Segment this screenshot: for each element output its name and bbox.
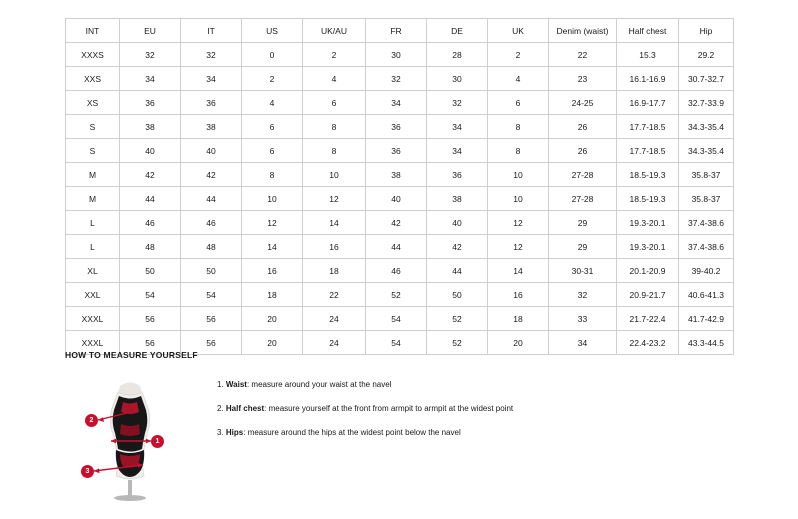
cell-uk-au: 4 (303, 67, 366, 91)
cell-fr: 40 (366, 187, 427, 211)
cell-eu: 48 (120, 235, 181, 259)
cell-half-chest: 17.7-18.5 (617, 115, 679, 139)
cell-uk: 14 (488, 259, 549, 283)
table-body (66, 43, 734, 355)
cell-us: 0 (242, 43, 303, 67)
cell-fr: 36 (366, 139, 427, 163)
cell-us: 2 (242, 67, 303, 91)
cell-hip: 39-40.2 (679, 259, 734, 283)
cell-denim-waist: 32 (549, 283, 617, 307)
measure-badge-2: 2 (85, 414, 98, 427)
cell-uk-au: 8 (303, 115, 366, 139)
cell-it: 32 (181, 43, 242, 67)
cell-hip: 41.7-42.9 (679, 307, 734, 331)
column-header-int: INT (66, 19, 120, 43)
size-chart-table (65, 18, 734, 355)
cell-us: 14 (242, 235, 303, 259)
table-header-row (66, 19, 734, 43)
cell-fr: 54 (366, 307, 427, 331)
cell-us: 6 (242, 139, 303, 163)
how-to-measure-section (65, 350, 765, 502)
column-header-eu: EU (120, 19, 181, 43)
cell-denim-waist: 29 (549, 235, 617, 259)
cell-de: 34 (427, 139, 488, 163)
cell-de: 36 (427, 163, 488, 187)
cell-de: 44 (427, 259, 488, 283)
cell-it: 40 (181, 139, 242, 163)
cell-it: 36 (181, 91, 242, 115)
table-row (66, 67, 734, 91)
cell-hip: 37.4-38.6 (679, 235, 734, 259)
cell-it: 48 (181, 235, 242, 259)
cell-hip: 40.6-41.3 (679, 283, 734, 307)
cell-uk-au: 2 (303, 43, 366, 67)
cell-us: 10 (242, 187, 303, 211)
cell-uk: 12 (488, 235, 549, 259)
measure-note-number: 3. (217, 427, 224, 437)
cell-uk: 20 (488, 331, 549, 355)
measure-note-term: Waist (225, 380, 247, 389)
cell-half-chest: 19.3-20.1 (617, 211, 679, 235)
cell-uk-au: 24 (303, 307, 366, 331)
cell-hip: 34.3-35.4 (679, 115, 734, 139)
cell-hip: 34.3-35.4 (679, 139, 734, 163)
cell-eu: 56 (120, 331, 181, 355)
cell-uk: 8 (488, 115, 549, 139)
table-row (66, 211, 734, 235)
cell-half-chest: 21.7-22.4 (617, 307, 679, 331)
cell-int: XS (66, 91, 120, 115)
cell-half-chest: 15.3 (617, 43, 679, 67)
cell-eu: 56 (120, 307, 181, 331)
cell-us: 16 (242, 259, 303, 283)
cell-half-chest: 22.4-23.2 (617, 331, 679, 355)
cell-uk: 4 (488, 67, 549, 91)
cell-de: 28 (427, 43, 488, 67)
cell-uk: 2 (488, 43, 549, 67)
cell-us: 4 (242, 91, 303, 115)
cell-denim-waist: 24-25 (549, 91, 617, 115)
cell-eu: 36 (120, 91, 181, 115)
cell-denim-waist: 26 (549, 115, 617, 139)
cell-int: S (66, 115, 120, 139)
column-header-us: US (242, 19, 303, 43)
cell-uk: 10 (488, 163, 549, 187)
column-header-fr: FR (366, 19, 427, 43)
cell-uk-au: 18 (303, 259, 366, 283)
cell-us: 18 (242, 283, 303, 307)
cell-fr: 32 (366, 67, 427, 91)
cell-denim-waist: 27-28 (549, 163, 617, 187)
cell-fr: 36 (366, 115, 427, 139)
cell-hip: 35.8-37 (679, 163, 734, 187)
cell-uk-au: 16 (303, 235, 366, 259)
cell-uk: 10 (488, 187, 549, 211)
cell-de: 52 (427, 307, 488, 331)
cell-hip: 43.3-44.5 (679, 331, 734, 355)
measure-note-hips (217, 428, 765, 439)
cell-int: L (66, 235, 120, 259)
table-row (66, 163, 734, 187)
cell-eu: 54 (120, 283, 181, 307)
cell-de: 52 (427, 331, 488, 355)
cell-hip: 30.7-32.7 (679, 67, 734, 91)
cell-denim-waist: 22 (549, 43, 617, 67)
cell-denim-waist: 30-31 (549, 259, 617, 283)
cell-uk: 8 (488, 139, 549, 163)
cell-denim-waist: 27-28 (549, 187, 617, 211)
table-row (66, 259, 734, 283)
column-header-uk-au: UK/AU (303, 19, 366, 43)
cell-half-chest: 20.1-20.9 (617, 259, 679, 283)
cell-denim-waist: 34 (549, 331, 617, 355)
measure-note-number: 2. (217, 403, 224, 413)
cell-hip: 35.8-37 (679, 187, 734, 211)
cell-it: 38 (181, 115, 242, 139)
cell-uk-au: 8 (303, 139, 366, 163)
cell-half-chest: 20.9-21.7 (617, 283, 679, 307)
measure-note-half-chest (217, 404, 765, 415)
measure-note-term: Half chest (225, 403, 265, 413)
column-header-it: IT (181, 19, 242, 43)
cell-it: 54 (181, 283, 242, 307)
cell-int: XXXL (66, 307, 120, 331)
cell-int: XXXL (66, 331, 120, 355)
table-row (66, 139, 734, 163)
cell-de: 42 (427, 235, 488, 259)
cell-de: 32 (427, 91, 488, 115)
measure-note-waist (217, 380, 765, 391)
table-row (66, 91, 734, 115)
cell-int: M (66, 163, 120, 187)
cell-it: 50 (181, 259, 242, 283)
cell-half-chest: 16.9-17.7 (617, 91, 679, 115)
cell-uk-au: 22 (303, 283, 366, 307)
cell-it: 34 (181, 67, 242, 91)
cell-it: 44 (181, 187, 242, 211)
measure-note-text: : measure around your waist at the navel (246, 380, 392, 389)
measure-notes (217, 372, 765, 451)
cell-fr: 34 (366, 91, 427, 115)
how-to-measure-body (65, 372, 765, 502)
column-header-de: DE (427, 19, 488, 43)
cell-int: M (66, 187, 120, 211)
size-chart-container (65, 18, 733, 355)
cell-it: 56 (181, 331, 242, 355)
cell-fr: 38 (366, 163, 427, 187)
cell-us: 20 (242, 331, 303, 355)
cell-denim-waist: 33 (549, 307, 617, 331)
cell-half-chest: 18.5-19.3 (617, 187, 679, 211)
cell-uk-au: 14 (303, 211, 366, 235)
cell-fr: 52 (366, 283, 427, 307)
cell-uk: 18 (488, 307, 549, 331)
cell-eu: 38 (120, 115, 181, 139)
table-row (66, 307, 734, 331)
cell-fr: 30 (366, 43, 427, 67)
cell-it: 46 (181, 211, 242, 235)
cell-it: 42 (181, 163, 242, 187)
cell-denim-waist: 26 (549, 139, 617, 163)
cell-half-chest: 19.3-20.1 (617, 235, 679, 259)
cell-hip: 32.7-33.9 (679, 91, 734, 115)
cell-eu: 46 (120, 211, 181, 235)
cell-uk: 16 (488, 283, 549, 307)
cell-eu: 42 (120, 163, 181, 187)
cell-de: 38 (427, 187, 488, 211)
cell-fr: 54 (366, 331, 427, 355)
cell-fr: 44 (366, 235, 427, 259)
cell-int: S (66, 139, 120, 163)
cell-fr: 46 (366, 259, 427, 283)
table-header (66, 19, 734, 43)
mannequin-figure (65, 372, 195, 502)
cell-us: 8 (242, 163, 303, 187)
cell-uk-au: 10 (303, 163, 366, 187)
cell-int: XXL (66, 283, 120, 307)
measure-note-number: 1. (217, 380, 224, 389)
cell-uk: 6 (488, 91, 549, 115)
cell-half-chest: 17.7-18.5 (617, 139, 679, 163)
cell-de: 34 (427, 115, 488, 139)
cell-de: 30 (427, 67, 488, 91)
cell-int: XXS (66, 67, 120, 91)
table-row (66, 283, 734, 307)
cell-denim-waist: 29 (549, 211, 617, 235)
cell-half-chest: 16.1-16.9 (617, 67, 679, 91)
cell-de: 50 (427, 283, 488, 307)
cell-eu: 34 (120, 67, 181, 91)
cell-us: 6 (242, 115, 303, 139)
column-header-half-chest: Half chest (617, 19, 679, 43)
measure-note-term: Hips (225, 427, 244, 437)
table-row (66, 43, 734, 67)
cell-hip: 29.2 (679, 43, 734, 67)
measure-badge-1: 1 (151, 435, 164, 448)
cell-half-chest: 18.5-19.3 (617, 163, 679, 187)
measure-badge-3: 3 (81, 465, 94, 478)
table-row (66, 115, 734, 139)
cell-denim-waist: 23 (549, 67, 617, 91)
column-header-denim-waist: Denim (waist) (549, 19, 617, 43)
cell-us: 12 (242, 211, 303, 235)
mannequin-illustration (65, 372, 195, 502)
cell-it: 56 (181, 307, 242, 331)
cell-int: XXXS (66, 43, 120, 67)
how-to-measure-title: HOW TO MEASURE YOURSELF (65, 350, 198, 360)
cell-eu: 50 (120, 259, 181, 283)
measure-note-text: : measure around the hips at the widest point below the navel (243, 427, 461, 437)
cell-us: 20 (242, 307, 303, 331)
cell-uk-au: 24 (303, 331, 366, 355)
cell-fr: 42 (366, 211, 427, 235)
measure-note-text: : measure yourself at the front from armpit to armpit at the widest point (264, 403, 514, 413)
column-header-hip: Hip (679, 19, 734, 43)
table-row (66, 235, 734, 259)
table-row (66, 187, 734, 211)
cell-eu: 32 (120, 43, 181, 67)
cell-int: L (66, 211, 120, 235)
cell-de: 40 (427, 211, 488, 235)
column-header-uk: UK (488, 19, 549, 43)
cell-uk: 12 (488, 211, 549, 235)
cell-uk-au: 6 (303, 91, 366, 115)
cell-int: XL (66, 259, 120, 283)
cell-hip: 37.4-38.6 (679, 211, 734, 235)
cell-eu: 44 (120, 187, 181, 211)
cell-uk-au: 12 (303, 187, 366, 211)
cell-eu: 40 (120, 139, 181, 163)
